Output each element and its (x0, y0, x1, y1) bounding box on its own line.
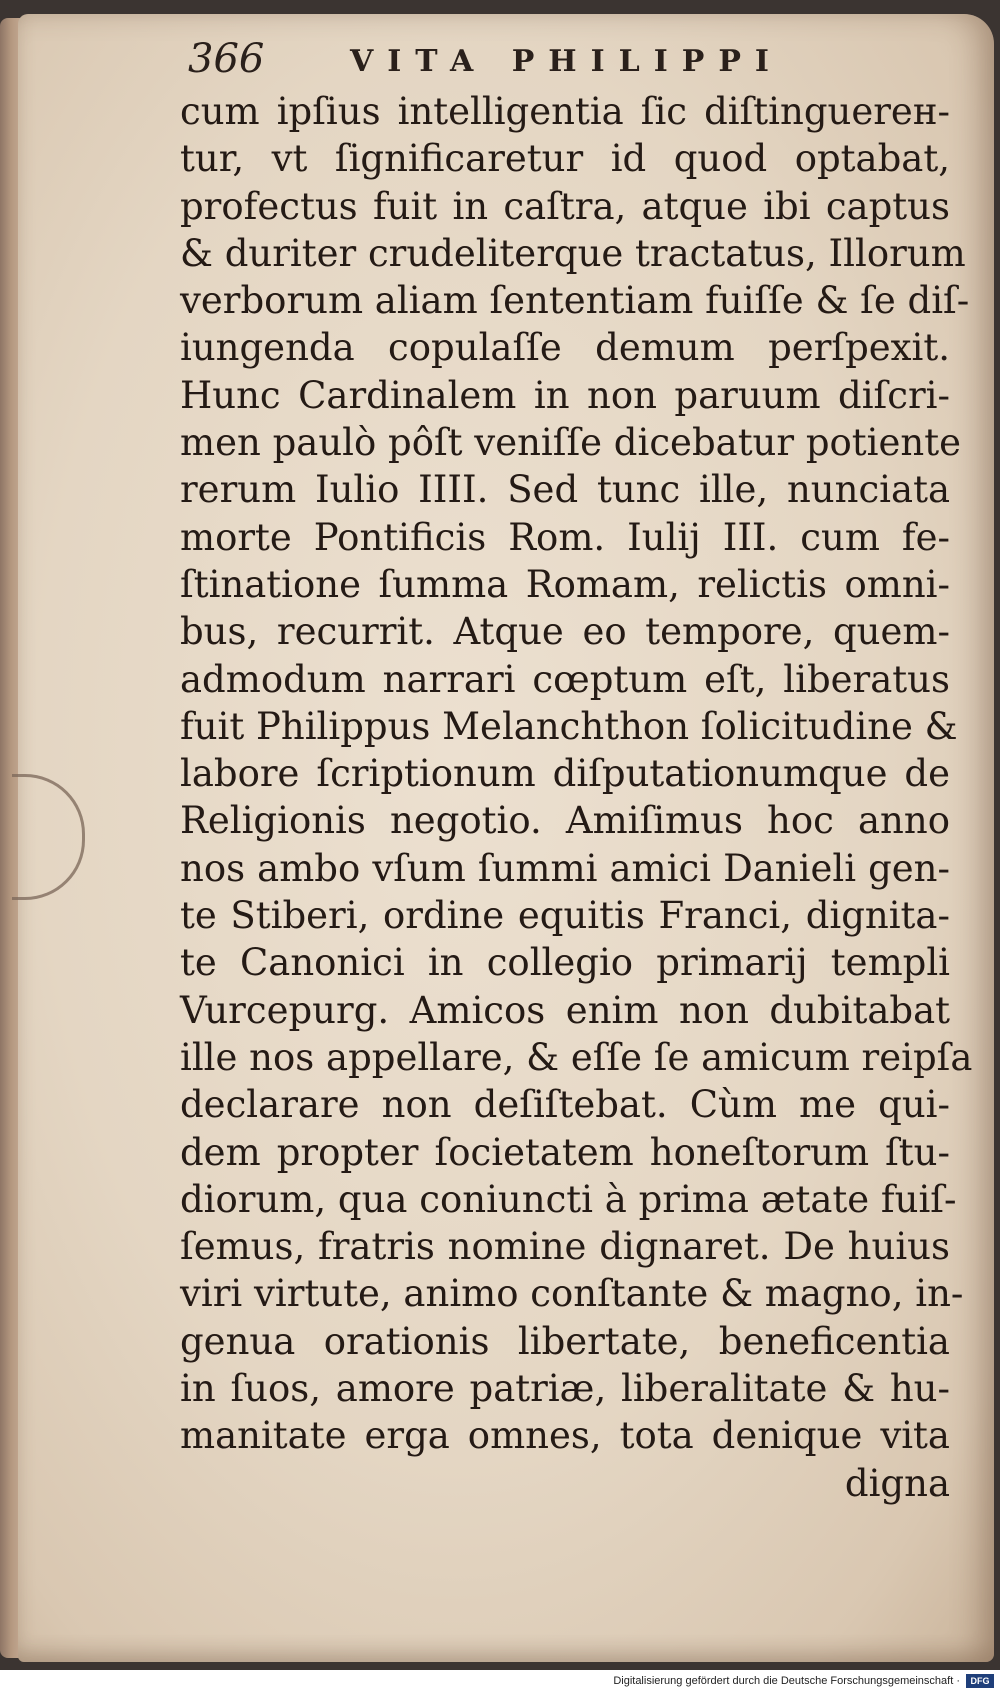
text-line: diorum, qua coniuncti à prima ætate fuiſ- (180, 1177, 957, 1221)
catchword: digna (844, 1461, 950, 1505)
text-line: iungenda copulaſſe demum perſpexit. (180, 326, 950, 370)
text-line: declarare non deſiſtebat. Cùm me qui- (180, 1083, 950, 1127)
text-line: fuit Philippus Melanchthon ſolicitudine & (180, 704, 958, 748)
text-line: te Stiberi, ordine equitis Franci, dignita- (180, 894, 950, 938)
dfg-logo: DFG (966, 1674, 994, 1688)
text-line: ſtinatione ſumma Romam, relictis omni- (180, 562, 950, 606)
text-line: morte Pontificis Rom. Iulij III. cum fe- (180, 515, 950, 559)
text-line: bus, recurrit. Atque eo tempore, quem- (180, 610, 950, 654)
page-number: 366 (188, 36, 265, 82)
text-line: rerum Iulio IIII. Sed tunc ille, nunciata (180, 468, 950, 512)
text-line: verborum aliam ſententiam fuiſſe & ſe diſ- (180, 279, 970, 323)
text-line: & duriter crudeliterque tractatus, Illorum (180, 231, 966, 275)
text-line: ſemus, fratris nomine dignaret. De huius (180, 1225, 950, 1269)
text-line: Religionis negotio. Amiſimus hoc anno (180, 799, 950, 843)
page-header (170, 36, 870, 96)
text-line: in ſuos, amore patriæ, liberalitate & hu- (180, 1367, 950, 1411)
text-line: admodum narrari cœptum eſt, liberatus (180, 657, 950, 701)
text-line: Vurcepurg. Amicos enim non dubitabat (180, 988, 950, 1032)
text-line: viri virtute, animo conſtante & magno, in- (180, 1272, 964, 1316)
text-line: labore ſcriptionum diſputationumque de (180, 752, 950, 796)
text-line: cum ipſius intelligentia ſic diſtinguerен- (180, 90, 950, 133)
text-line: genua orationis libertate, beneficentia (180, 1319, 950, 1363)
body-text (180, 88, 973, 1507)
text-line: nos ambo vſum ſummi amici Danieli gen- (180, 846, 950, 890)
text-line: profectus fuit in caſtra, atque ibi captus (180, 184, 950, 228)
text-line: dem propter ſocietatem honeſtorum ſtu- (180, 1130, 950, 1174)
text-line: tur, vt ſignificaretur id quod optabat, (180, 137, 950, 181)
clip-mark (12, 774, 85, 900)
text-line: men paulò pôſt veniſſe dicebatur potiente (180, 421, 961, 465)
footer-credit: Digitalisierung gefördert durch die Deutsche Forschungsgemeinschaft · (613, 1675, 960, 1687)
footer-bar (0, 1670, 1000, 1694)
running-head: VITA PHILIPPI (350, 44, 783, 79)
text-line: te Canonici in collegio primarij templi (180, 941, 950, 985)
text-line: manitate erga omnes, tota denique vita (180, 1414, 950, 1458)
text-line: Hunc Cardinalem in non paruum diſcri- (180, 373, 950, 417)
text-line: ille nos appellare, & eſſe ſe amicum reipſa (180, 1035, 973, 1079)
